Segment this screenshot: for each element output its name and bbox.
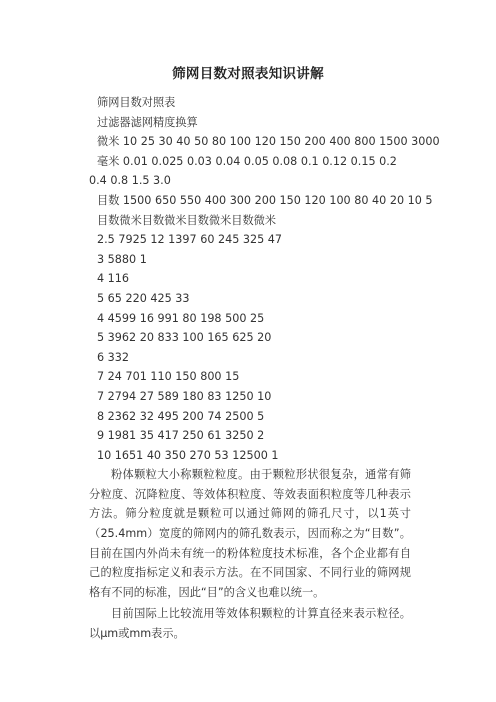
table-data-line: 8 2362 32 495 200 74 2500 5 [97, 409, 265, 423]
table-data-line: 6 332 [97, 350, 130, 364]
mesh-row-line: 目数 1500 650 550 400 300 200 150 120 100 80 40 20 10 5 [97, 193, 433, 207]
micron-row-line: 微米 10 25 30 40 50 80 100 120 150 200 400 800 1500 3000 [97, 135, 440, 149]
table-header-line: 目数微米目数微米目数微米目数微米 [97, 213, 277, 227]
subtitle-line: 筛网目数对照表 [97, 96, 176, 109]
document-body [89, 93, 440, 644]
section-heading-line: 过滤器滤网精度换算 [97, 115, 198, 129]
table-data-line: 9 1981 35 417 250 61 3250 2 [97, 429, 265, 443]
table-data-line: 2.5 7925 12 1397 60 245 325 47 [97, 233, 283, 247]
table-data-line: 5 65 220 425 33 [97, 291, 190, 305]
millimeter-row-line: 毫米 0.01 0.025 0.03 0.04 0.05 0.08 0.1 0.12 0.15 0.2 0.4 0.8 1.5 3.0 [89, 154, 397, 188]
table-data-line: 5 3962 20 833 100 165 625 20 [97, 331, 272, 345]
paragraph-equivalent-diameter: 目前国际上比较流用等效体积颗粒的计算直径来表示粒径。以μm或mm表示。 [89, 607, 411, 641]
document-title: 筛网目数对照表知识讲解 [172, 66, 324, 82]
table-data-line: 7 2794 27 589 180 83 1250 10 [97, 389, 272, 403]
table-data-line: 10 1651 40 350 270 53 12500 1 [97, 448, 279, 462]
table-data-line: 3 5880 1 [97, 252, 147, 266]
table-data-line: 4 4599 16 991 80 198 500 25 [97, 311, 265, 325]
paragraph-particle-size: 粉体颗粒大小称颗粒粒度。由于颗粒形状很复杂，通常有筛分粒度、沉降粒度、等效体积粒度、等效表面积粒度等几种表示方法。筛分粒度就是颗粒可以通过筛网的筛孔尺寸，以1英寸（25.4mm）宽度的筛网内的筛孔数表示，因而称之为“目数”。目前在国内外尚未有统一的粉体粒度技术标准，各个企业都有自己的粒度指标定义和表示方法。在不同国家、不同行业的筛网规格有不同的标准，因此“目”的含义也难以统一。 [89, 468, 411, 599]
table-data-line: 4 116 [97, 272, 130, 286]
table-data-line: 7 24 701 110 150 800 15 [97, 370, 240, 384]
